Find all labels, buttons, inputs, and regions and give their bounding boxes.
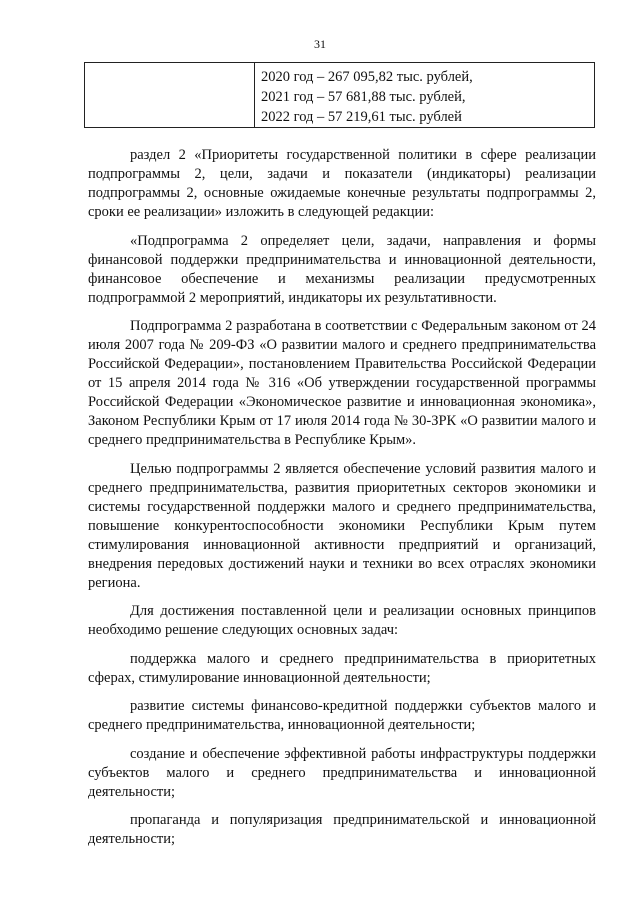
paragraph-section-2-amendment: раздел 2 «Приоритеты государственной политики в сфере реализации подпрограммы 2, цели, задачи и показатели (индикаторы) реализации подпрограммы 2, основные ожидаемые конечные результаты подпрограммы 2, сроки ее реализации» изложить в следующей редакции:	[88, 147, 596, 220]
table-row	[85, 63, 595, 128]
table-cell-funding	[255, 63, 595, 128]
paragraph-tasks-intro: Для достижения поставленной цели и реализации основных принципов необходимо решение следующих основных задач:	[88, 603, 596, 638]
paragraph-task-3: создание и обеспечение эффективной работы инфраструктуры поддержки субъектов малого и среднего предпринимательства и инновационной деятельности;	[88, 745, 596, 800]
paragraph-task-2: развитие системы финансово-кредитной поддержки субъектов малого и среднего предпринимательства, инновационной деятельности;	[88, 698, 596, 733]
page-number: 31	[314, 37, 326, 51]
document-body	[88, 146, 596, 859]
paragraph-task-1: поддержка малого и среднего предпринимательства в приоритетных сферах, стимулирование инновационной деятельности;	[88, 650, 596, 686]
paragraph-goal: Целью подпрограммы 2 является обеспечение условий развития малого и среднего предпринимательства, развития приоритетных секторов экономики и системы государственной поддержки малого и среднего предпринимательства, повышение конкурентоспособности экономики Республики Крым путем стимулирования инновационной активности предприятий и организаций, внедрения передовых достижений науки и техники во всех отраслях экономики региона.	[88, 460, 596, 591]
funding-line-2022: 2022 год – 57 219,61 тыс. рублей	[261, 109, 462, 125]
paragraph-subprogram-scope: «Подпрограмма 2 определяет цели, задачи, направления и формы финансовой поддержки предпринимательства и инновационной деятельности, финансовое обеспечение и механизмы реализации предусмотренных подпрограммой 2 мероприятий, индикаторы их результативности.	[88, 232, 596, 306]
funding-line-2020: 2020 год – 267 095,82 тыс. рублей,	[261, 69, 473, 85]
funding-line-2021: 2021 год – 57 681,88 тыс. рублей,	[261, 89, 466, 105]
paragraph-legal-basis: Подпрограмма 2 разработана в соответствии с Федеральным законом от 24 июля 2007 года № 209-ФЗ «О развитии малого и среднего предпринимательства Российской Федерации», постановлением Правительства Российской Федерации от 15 апреля 2014 года № 316 «Об утверждении государственной программы Российской Федерации «Экономическое развитие и инновационная экономика», Законом Республики Крым от 17 июля 2014 года № 30-ЗРК «О развитии малого и среднего предпринимательства в Республике Крым».	[88, 318, 596, 448]
paragraph-task-4: пропаганда и популяризация предпринимательской и инновационной деятельности;	[88, 812, 596, 847]
table-cell-empty	[85, 63, 255, 128]
funding-table	[84, 62, 595, 128]
